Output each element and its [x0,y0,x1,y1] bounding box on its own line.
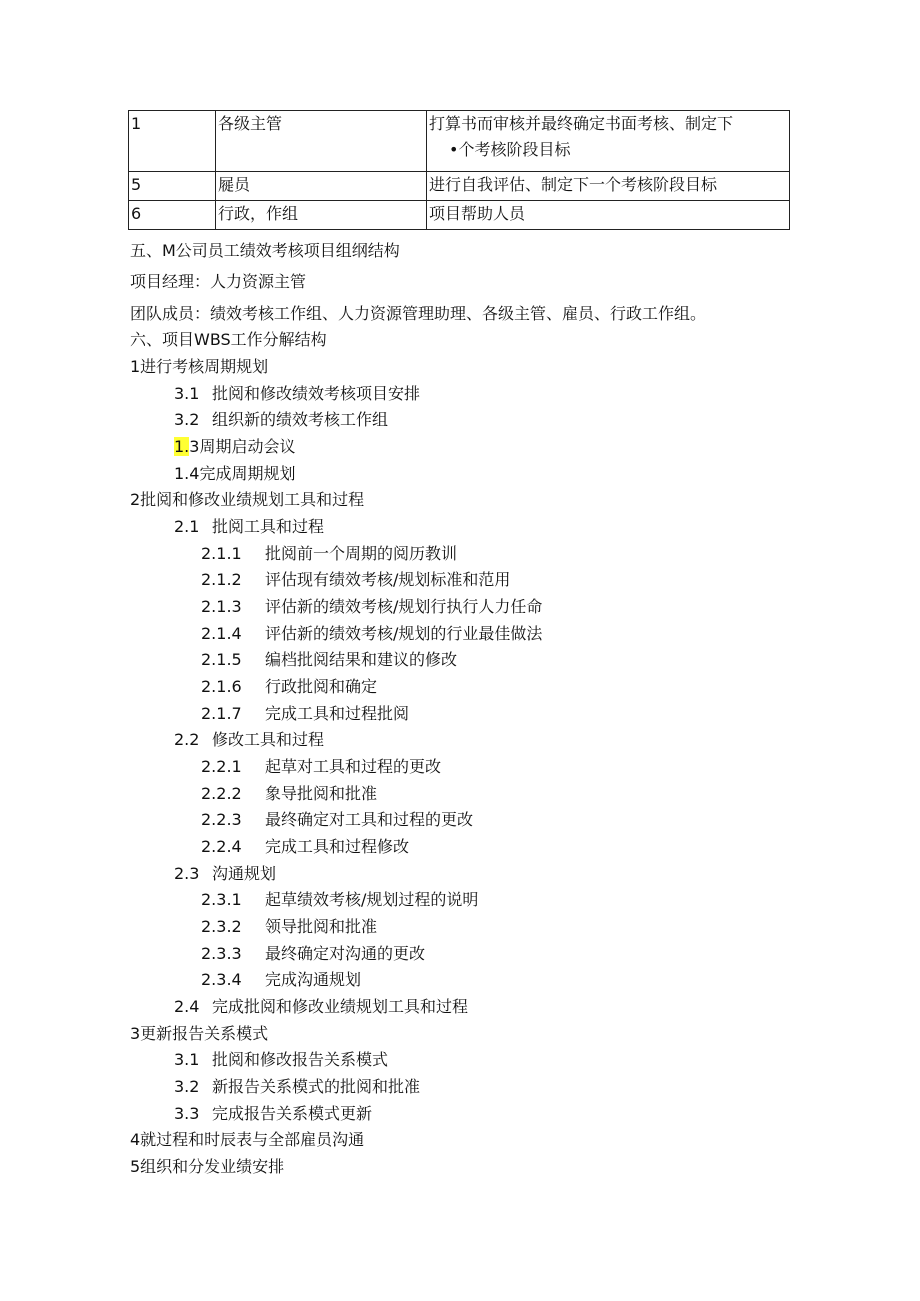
wbs-item-1-2 [174,410,388,430]
team-members: 团队成员：绩效考核工作组、人力资源管理助理、各级主管、雇员、行政工作组。 [130,304,707,323]
row-duty-line2: •个考核阶段目标 [449,140,571,159]
section5-heading: 五、M公司员工绩效考核项目组纲结构 [130,241,400,260]
highlighted-text: 1. [174,437,190,456]
row-role: 各级主管 [216,111,427,172]
wbs-number: 2.1 [174,517,200,536]
wbs-number: 2.1.4 [201,624,242,643]
wbs-number: 2.2.4 [201,837,242,856]
wbs-text: 起草绩效考核/规划过程的说明 [265,890,479,909]
wbs-number: 2.2.1 [201,757,242,776]
section6-heading: 六、项目WBS工作分解结构 [130,330,327,349]
wbs-text: 完成工具和过程修改 [265,837,410,856]
wbs-text: 完成报告关系模式更新 [212,1104,373,1123]
wbs-text: 象导批阅和批准 [265,784,378,803]
wbs-item-2-1-2 [201,570,510,590]
wbs-item-1-1 [174,384,420,404]
wbs-text: 最终确定对工具和过程的更改 [265,810,474,829]
wbs-item-2-1-3 [201,597,542,617]
wbs-text: 完成沟通规划 [265,970,362,989]
table-row [129,201,790,230]
wbs-item-2-1-6 [201,677,377,697]
wbs-text: 起草对工具和过程的更改 [265,757,442,776]
wbs-item-2-1-5 [201,650,457,670]
wbs-number: 2.3.2 [201,917,242,936]
table-row [129,111,790,172]
row-number: 6 [129,201,216,230]
wbs-number: 2.3.3 [201,944,242,963]
wbs-number: 2.1.7 [201,704,242,723]
wbs-text: 组织新的绩效考核工作组 [212,410,389,429]
wbs-item-1: 1进行考核周期规划 [130,357,269,376]
wbs-text: 行政批阅和确定 [265,677,378,696]
wbs-number: 2.1.5 [201,650,242,669]
wbs-item-2-3-4 [201,970,361,990]
row-number: 1 [129,111,216,172]
wbs-number: 2.1.6 [201,677,242,696]
wbs-item-3: 3更新报告关系模式 [130,1024,269,1043]
wbs-text: 完成批阅和修改业绩规划工具和过程 [212,997,469,1016]
row-duty: 进行自我评估、制定下一个考核阶段目标 [427,172,790,201]
wbs-item-2-3 [174,864,276,884]
row-duty [427,111,790,172]
wbs-item-2-1 [174,517,324,537]
wbs-item-2-3-1 [201,890,478,910]
project-manager: 项目经理：人力资源主管 [130,272,307,291]
row-duty: 项目帮助人员 [427,201,790,230]
wbs-item-3-1 [174,1050,388,1070]
wbs-item-2-2 [174,730,324,750]
wbs-item-2-2-1 [201,757,441,777]
wbs-item-3-2 [174,1077,420,1097]
wbs-item-2-2-3 [201,810,473,830]
wbs-number: 2.1.1 [201,544,242,563]
table-row [129,172,790,201]
wbs-item-2-3-3 [201,944,425,964]
wbs-item-2-4 [174,997,468,1017]
wbs-item-3-3 [174,1104,372,1124]
wbs-text: 领导批阅和批准 [265,917,378,936]
wbs-text: 批阅工具和过程 [212,517,325,536]
wbs-item-2-1-1 [201,544,457,564]
wbs-number: 2.3.4 [201,970,242,989]
row-role: 行政，作组 [216,201,427,230]
wbs-text: 最终确定对沟通的更改 [265,944,426,963]
wbs-number: 2.2.2 [201,784,242,803]
wbs-text: 评估新的绩效考核/规划行执行人力任命 [265,597,543,616]
wbs-text: 评估新的绩效考核/规划的行业最佳做法 [265,624,543,643]
wbs-text: 批阅和修改报告关系模式 [212,1050,389,1069]
wbs-text: 评估现有绩效考核/规划标准和范用 [265,570,511,589]
wbs-number: 3.3 [174,1104,200,1123]
wbs-item-2-2-4 [201,837,409,857]
row-role: 屣员 [216,172,427,201]
wbs-number: 3.2 [174,410,200,429]
wbs-number: 2.2.3 [201,810,242,829]
wbs-text: 批阅和修改绩效考核项目安排 [212,384,421,403]
row-number: 5 [129,172,216,201]
wbs-number: 3.2 [174,1077,200,1096]
roles-table [128,110,790,230]
wbs-number: 3.1 [174,1050,200,1069]
wbs-item-5: 5组织和分发业绩安排 [130,1157,285,1176]
wbs-item-2-3-2 [201,917,377,937]
wbs-text: 3周期启动会议 [189,437,296,456]
wbs-text: 完成工具和过程批阅 [265,704,410,723]
wbs-number: 2.4 [174,997,200,1016]
wbs-text: 沟通规划 [212,864,277,883]
wbs-item-1-3 [174,437,295,457]
wbs-text: 新报告关系模式的批阅和批准 [212,1077,421,1096]
wbs-item-2: 2批阅和修改业绩规划工具和过程 [130,490,365,509]
wbs-number: 2.1.2 [201,570,242,589]
wbs-number: 2.3 [174,864,200,883]
wbs-number: 2.1.3 [201,597,242,616]
row-duty-line1: 打算书而审核并最终确定书面考核、制定下 [429,114,734,133]
wbs-item-2-2-2 [201,784,377,804]
wbs-text: 批阅前一个周期的阅历教训 [265,544,458,563]
wbs-item-4: 4就过程和时辰表与全部雇员沟通 [130,1130,365,1149]
wbs-item-2-1-7 [201,704,409,724]
wbs-text: 修改工具和过程 [212,730,325,749]
wbs-item-1-4: 1.4完成周期规划 [174,464,296,483]
wbs-number: 2.3.1 [201,890,242,909]
wbs-number: 2.2 [174,730,200,749]
wbs-item-2-1-4 [201,624,542,644]
wbs-text: 编档批阅结果和建议的修改 [265,650,458,669]
wbs-number: 3.1 [174,384,200,403]
